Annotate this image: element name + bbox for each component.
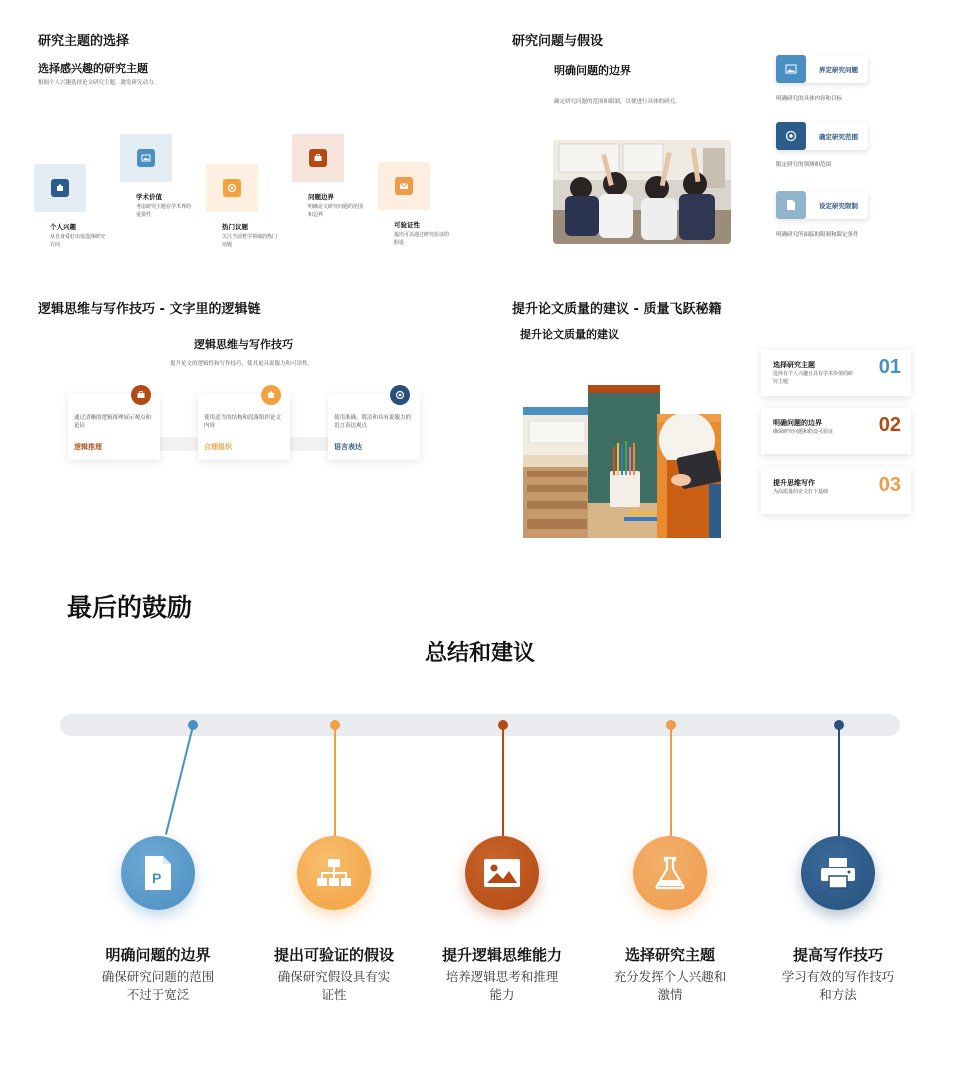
- logic-desc: 通过清晰的逻辑推理展示观点和论证: [74, 415, 152, 430]
- puzzle-icon: [261, 385, 281, 405]
- section3-heading: 逻辑思维与写作技巧 - 文字里的逻辑链: [38, 302, 261, 317]
- summary-item-1-title: 明确问题的边界: [105, 946, 211, 964]
- quality-card-2-number: 02: [878, 414, 901, 436]
- timeline-dot-5: [834, 720, 844, 730]
- timeline-connector-1: [165, 726, 194, 835]
- hot-topic-label: 热门议题: [222, 223, 248, 231]
- printer-icon: [801, 836, 875, 910]
- quality-card-2[interactable]: [761, 408, 911, 454]
- set-limits-label: 设定研究限制: [819, 202, 858, 210]
- verifiable-tile: [378, 162, 430, 210]
- sitemap-icon: [297, 836, 371, 910]
- define-scope-desc: 限定研究的领域和范围: [776, 162, 832, 168]
- tablet-photo: [657, 414, 721, 538]
- quality-card-1[interactable]: [761, 350, 911, 396]
- quality-card-3-title: 提升思维写作: [773, 479, 815, 487]
- summary-item-4-desc: 充分发挥个人兴趣和激情: [613, 969, 727, 1003]
- section3-title: 逻辑思维与写作技巧: [194, 338, 293, 351]
- quality-card-3[interactable]: [761, 468, 911, 514]
- summary-item-1-desc: 确保研究问题的范围不过于宽泛: [101, 969, 215, 1003]
- quality-card-2-desc: 确保研究问题和假设可验证: [773, 429, 834, 435]
- timeline-connector-4: [670, 726, 672, 836]
- section5-title: 总结和建议: [424, 641, 535, 666]
- hot-topic-tile: [206, 164, 258, 212]
- svg-text:P: P: [152, 870, 162, 886]
- define-scope-label: 确定研究范围: [819, 133, 858, 141]
- timeline-bar: [60, 714, 900, 736]
- boundary-tile: [292, 134, 344, 182]
- quality-card-3-number: 03: [878, 474, 901, 496]
- puzzle-icon: [51, 179, 69, 197]
- quality-card-3-desc: 为高质量的论文打下基础: [773, 489, 829, 495]
- organize-card[interactable]: [198, 394, 290, 460]
- quality-card-1-title: 选择研究主题: [773, 361, 815, 369]
- image-icon: [776, 55, 806, 83]
- hot-topic-desc: 关注当前哲学领域的热门话题: [222, 234, 278, 248]
- target-icon: [223, 179, 241, 197]
- quality-card-1-number: 01: [878, 356, 901, 378]
- briefcase-icon: [131, 385, 151, 405]
- quality-card-2-title: 明确问题的边界: [773, 419, 822, 427]
- define-question-label: 界定研究问题: [819, 66, 858, 74]
- quality-card-1-desc: 选择有个人兴趣且具有学术价值的研究主题: [773, 371, 854, 385]
- target-icon: [776, 122, 806, 150]
- timeline-connector-2: [334, 726, 336, 836]
- summary-item-2-desc: 确保研究假设具有实证性: [277, 969, 391, 1003]
- interest-label: 个人兴趣: [50, 223, 76, 231]
- timeline-dot-4: [666, 720, 676, 730]
- define-question-desc: 明确研究的具体内容和目标: [776, 96, 843, 102]
- define-question-card[interactable]: [776, 55, 868, 83]
- timeline-connector-3: [502, 726, 504, 836]
- academic-value-tile: [120, 134, 172, 182]
- verifiable-desc: 提出可以通过研究验证的假设: [394, 232, 450, 246]
- briefcase-icon: [309, 149, 327, 167]
- boundary-desc: 明确论文研究问题的范围和边界: [308, 204, 364, 218]
- language-desc: 使用准确、简洁和具有说服力的语言表达观点: [334, 415, 412, 430]
- boundary-label: 问题边界: [308, 193, 334, 201]
- logic-label: 逻辑推理: [74, 443, 102, 451]
- summary-item-3-title: 提升逻辑思维能力: [441, 946, 562, 964]
- academic-value-desc: 考虑研究主题在学术界的重要性: [136, 204, 192, 218]
- interest-desc: 从自身爱好出发选择研究方向: [50, 234, 106, 248]
- document-icon: [776, 191, 806, 219]
- image-icon: [465, 836, 539, 910]
- flask-icon: [633, 836, 707, 910]
- academic-value-label: 学术价值: [136, 193, 162, 201]
- organize-desc: 使用适当的结构和段落组织论文内容: [204, 415, 282, 430]
- summary-item-4-title: 选择研究主题: [624, 946, 715, 964]
- timeline-connector-5: [838, 726, 840, 836]
- timeline-dot-2: [330, 720, 340, 730]
- section1-subtitle: 根据个人兴趣选择论文研究主题，激发研究动力。: [38, 80, 160, 86]
- language-card[interactable]: [328, 394, 420, 460]
- organize-label: 合理组织: [204, 443, 232, 451]
- language-label: 语言表达: [334, 443, 362, 451]
- timeline-dot-1: [188, 720, 198, 730]
- section4-title: 提升论文质量的建议: [520, 328, 619, 341]
- mail-icon: [395, 177, 413, 195]
- logic-card[interactable]: [68, 394, 160, 460]
- section2-heading: 研究问题与假设: [512, 34, 604, 49]
- verifiable-label: 可验证性: [394, 221, 420, 229]
- section4-heading: 提升论文质量的建议 - 质量飞跃秘籍: [512, 302, 722, 317]
- set-limits-desc: 明确研究所面临的限制和限定条件: [776, 232, 859, 238]
- section3-subtitle: 提升论文的逻辑性和写作技巧，使其更具说服力和可读性。: [170, 361, 314, 367]
- timeline-dot-3: [498, 720, 508, 730]
- classroom-photo: [553, 140, 731, 244]
- summary-item-5-title: 提高写作技巧: [792, 946, 883, 964]
- section5-heading: 最后的鼓励: [67, 593, 193, 622]
- chalkboard-photo: [588, 385, 660, 538]
- summary-item-3-desc: 培养逻辑思考和推理能力: [445, 969, 559, 1003]
- section1-heading: 研究主题的选择: [38, 34, 130, 49]
- empty-classroom-photo: [523, 407, 591, 538]
- image-icon: [137, 149, 155, 167]
- section2-subtitle: 确定研究问题的范围和限制，以便进行具体的研究。: [554, 99, 681, 105]
- summary-item-2-title: 提出可验证的假设: [273, 946, 394, 964]
- ppt-file-icon: [121, 836, 195, 910]
- section1-title: 选择感兴趣的研究主题: [38, 62, 148, 75]
- interest-tile: [34, 164, 86, 212]
- define-scope-card[interactable]: [776, 122, 868, 150]
- section2-title: 明确问题的边界: [554, 64, 631, 77]
- summary-item-5-desc: 学习有效的写作技巧和方法: [781, 969, 895, 1003]
- set-limits-card[interactable]: [776, 191, 868, 219]
- target-icon: [390, 385, 410, 405]
